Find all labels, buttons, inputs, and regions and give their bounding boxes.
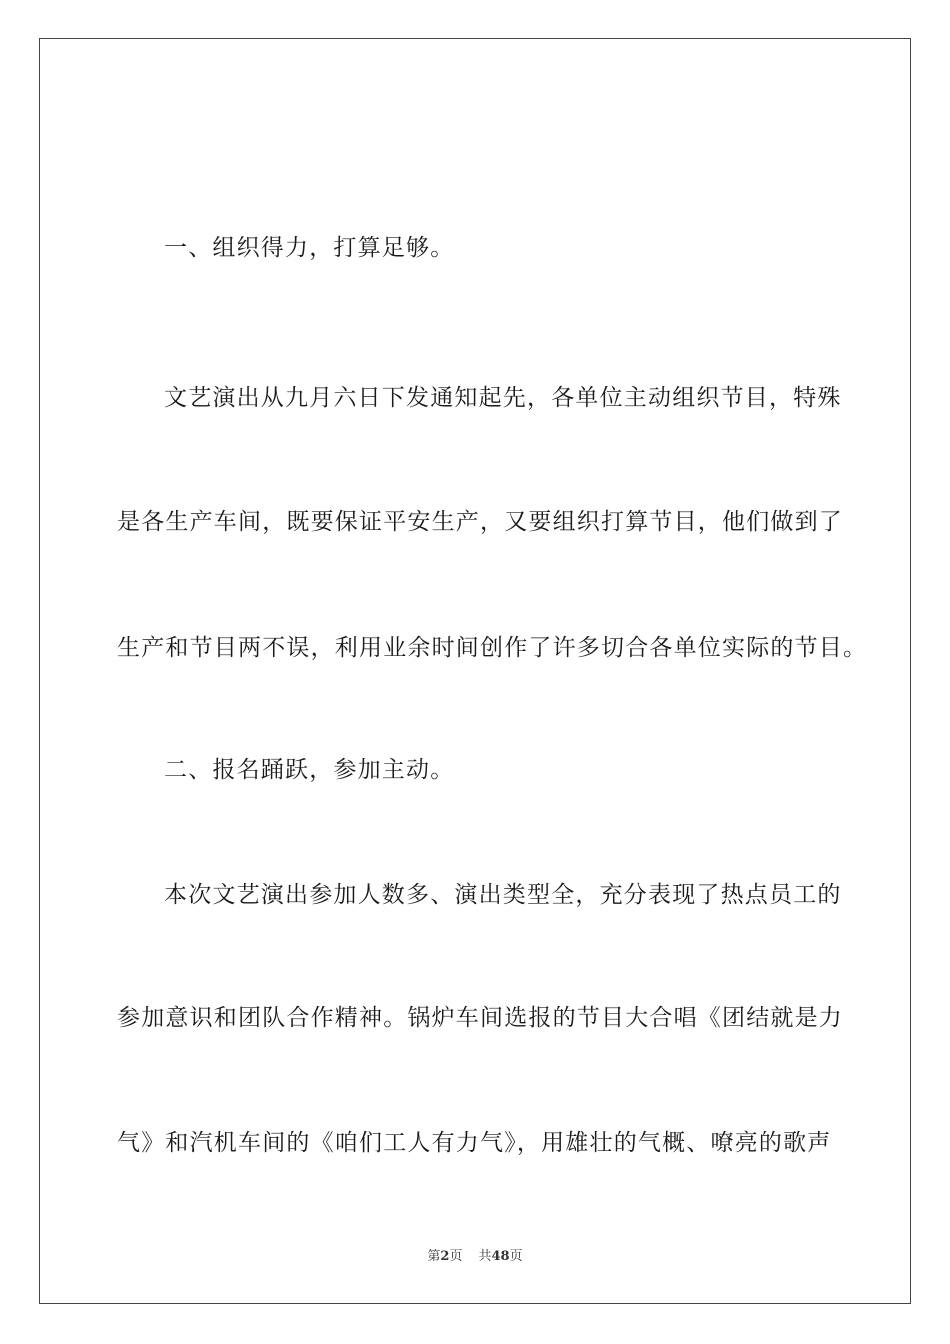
page-border: [39, 38, 911, 1304]
paragraph-line: 参加意识和团队合作精神。锅炉车间选报的节目大合唱《团结就是力: [117, 1005, 843, 1031]
paragraph-line: 文艺演出从九月六日下发通知起先，各单位主动组织节目，特殊: [164, 385, 842, 411]
page-suffix: 页: [449, 1249, 463, 1264]
page-number: 2: [440, 1249, 450, 1264]
paragraph-line: 是各生产车间，既要保证平安生产，又要组织打算节目，他们做到了: [117, 509, 843, 535]
total-pages: 48: [491, 1249, 510, 1264]
total-prefix: 共: [478, 1249, 492, 1264]
page-prefix: 第: [427, 1249, 441, 1264]
total-suffix: 页: [509, 1249, 523, 1264]
paragraph-line: 本次文艺演出参加人数多、演出类型全，充分表现了热点员工的: [164, 882, 842, 908]
paragraph-line: 气》和汽机车间的《咱们工人有力气》，用雄壮的气概、嘹亮的歌声: [117, 1130, 832, 1156]
heading-two: 二、报名踊跃，参加主动。: [164, 757, 455, 783]
page-footer: [0, 1248, 950, 1266]
heading-one: 一、组织得力，打算足够。: [164, 235, 455, 261]
paragraph-line: 生产和节目两不误，利用业余时间创作了许多切合各单位实际的节目。: [117, 635, 868, 661]
